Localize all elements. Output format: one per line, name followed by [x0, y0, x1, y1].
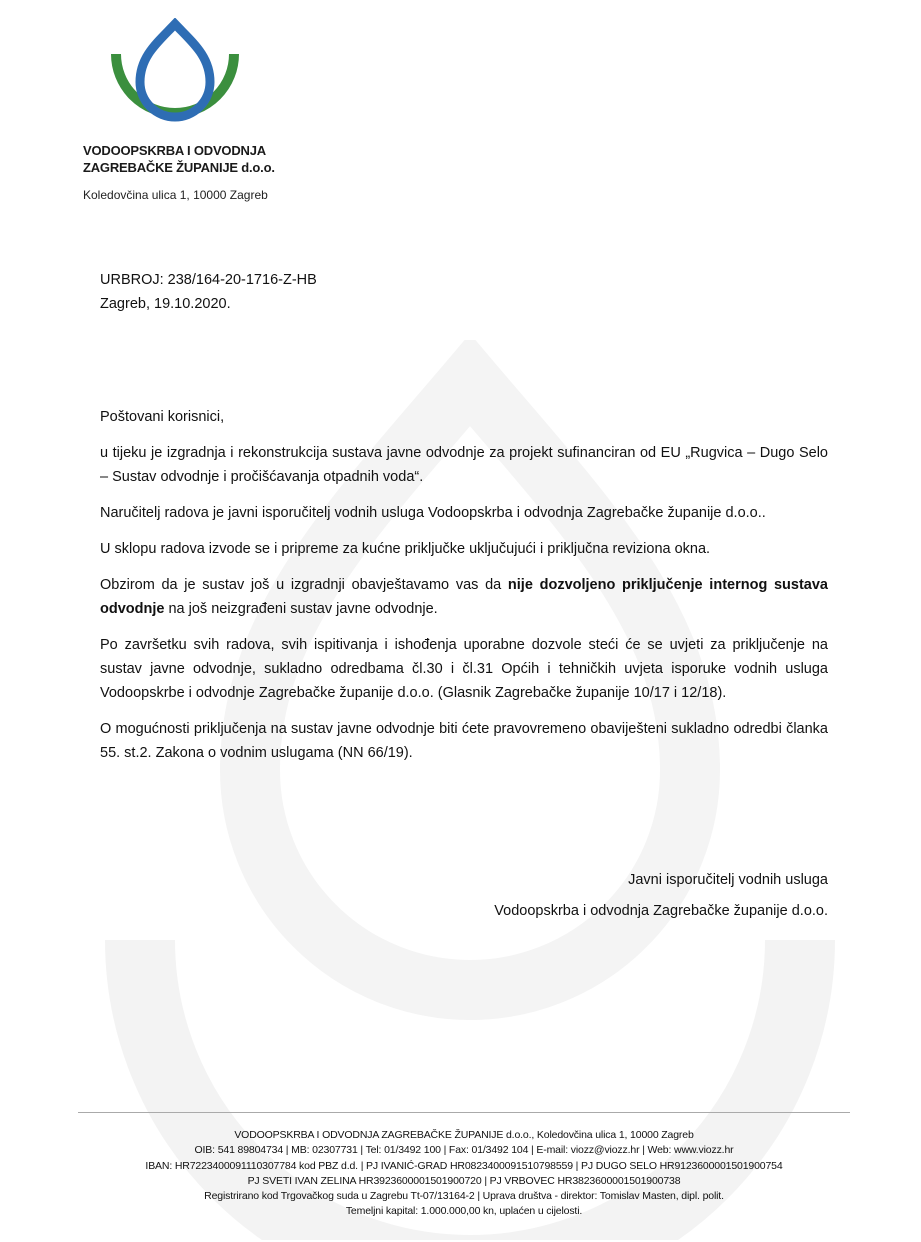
paragraph-4-start: Obzirom da je sustav još u izgradnji obavještavamo vas da [100, 577, 508, 593]
footer [78, 1128, 850, 1220]
paragraph-4 [100, 573, 828, 621]
urbroj: URBROJ: 238/164-20-1716-Z-HB [100, 272, 317, 288]
company-name [83, 142, 323, 176]
paragraph-4-emphasis: nije dozvoljeno priključenje internog sustava odvodnje [100, 577, 828, 617]
footer-divider [78, 1112, 850, 1113]
company-address: Koledovčina ulica 1, 10000 Zagreb [83, 188, 268, 202]
paragraph-1: u tijeku je izgradnja i rekonstrukcija sustava javne odvodnje za projekt sufinanciran od EU „Rugvica – Dugo Selo – Sustav odvodnje i pročišćavanja otpadnih voda“. [100, 445, 828, 485]
paragraph-2: Naručitelj radova je javni isporučitelj vodnih usluga Vodoopskrba i odvodnja Zagrebačke županije d.o.o.. [100, 505, 766, 521]
place-date: Zagreb, 19.10.2020. [100, 296, 231, 312]
footer-line-4: PJ SVETI IVAN ZELINA HR3923600001501900720 | PJ VRBOVEC HR3823600001501900738 [247, 1174, 681, 1187]
company-name-line2: ZAGREBAČKE ŽUPANIJE d.o.o. [83, 160, 275, 175]
paragraph-5: Po završetku svih radova, svih ispitivanja i ishođenja uporabne dozvole steći će se uvjeti za priključenje na sustav javne odvodnje, sukladno odredbama čl.30 i čl.31 Općih i tehničkih uvjeta isporuke vodnih usluga Vodoopskrbe i odvodnje Zagrebačke županije d.o.o. (Glasnik Zagrebačke županije 10/17 i 12/18). [100, 637, 828, 701]
footer-line-5: Registrirano kod Trgovačkog suda u Zagrebu Tt-07/13164-2 | Uprava društva - direktor: Tomislav Masten, dipl. polit. [204, 1190, 724, 1203]
company-name-line1: VODOOPSKRBA I ODVODNJA [83, 143, 266, 158]
footer-line-3: IBAN: HR7223400091110307784 kod PBZ d.d. | PJ IVANIĆ-GRAD HR0823400091510798559 | PJ DUGO SELO HR9123600001501900754 [145, 1159, 783, 1172]
signature-line-2: Vodoopskrba i odvodnja Zagrebačke županije d.o.o. [494, 903, 828, 919]
greeting: Poštovani korisnici, [100, 409, 225, 425]
paragraph-3: U sklopu radova izvode se i pripreme za kućne priključke uključujući i priključna reviziona okna. [100, 541, 711, 557]
company-logo-icon [108, 18, 242, 140]
paragraph-4-end: na još neizgrađeni sustav javne odvodnje. [164, 601, 438, 617]
paragraph-6: O mogućnosti priključenja na sustav javne odvodnje biti ćete pravovremeno obaviješteni sukladno odredbi članka 55. st.2. Zakona o vodnim uslugama (NN 66/19). [100, 721, 828, 761]
footer-line-6: Temeljni kapital: 1.000.000,00 kn, uplaćen u cijelosti. [345, 1205, 583, 1218]
footer-line-2: OIB: 541 89804734 | MB: 02307731 | Tel: 01/3492 100 | Fax: 01/3492 104 | E-mail: viozz@viozz.hr | Web: www.viozz.hr [194, 1144, 734, 1157]
reference-block [100, 268, 317, 316]
letter-body [100, 405, 828, 777]
footer-line-1: VODOOPSKRBA I ODVODNJA ZAGREBAČKE ŽUPANIJE d.o.o., Koledovčina ulica 1, 10000 Zagreb [234, 1129, 694, 1141]
signature-line-1: Javni isporučitelj vodnih usluga [628, 872, 828, 888]
signature-block [494, 868, 828, 930]
